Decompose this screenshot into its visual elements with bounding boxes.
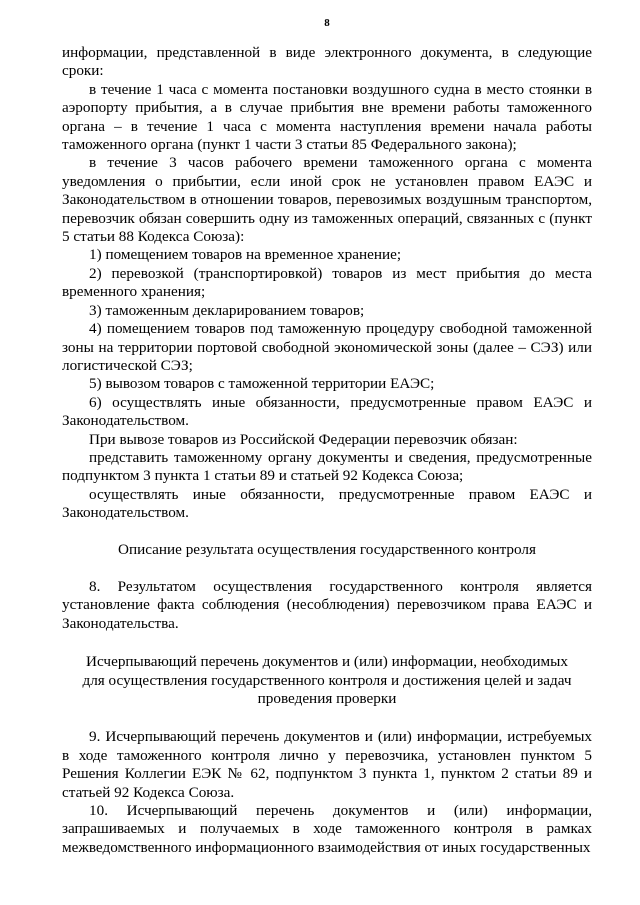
paragraph-10: 10. Исчерпывающий перечень документов и (или) информации, запрашиваемых и получаемых в ходе таможенного контроля в рамках межведомственного информационного взаимодействия от иных государственных — [62, 802, 592, 856]
paragraph-9: 9. Исчерпывающий перечень документов и (или) информации, истребуемых в ходе таможенного контроля лично у перевозчика, установлен пунктом 5 Решения Коллегии ЕЭК № 62, подпунктом 3 пункта 1, пунктом 2 статьи 89 и статьей 92 Кодекса Союза. — [62, 728, 592, 801]
list-item-1: 1) помещением товаров на временное хранение; — [89, 246, 402, 264]
paragraph-8: 8. Результатом осуществления государственного контроля является установление факта соблюдения (несоблюдения) перевозчиком права ЕАЭС и Законодательства. — [62, 577, 592, 632]
list-item-3: 3) таможенным декларированием товаров; — [89, 301, 365, 319]
spacer — [62, 559, 592, 578]
page-number: 8 — [324, 17, 330, 29]
list-item-5: 5) вывозом товаров с таможенной территории ЕАЭС; — [89, 375, 435, 393]
paragraph-continuation: информации, представленной в виде электронного документа, в следующие сроки: — [62, 44, 592, 80]
paragraph-export-intro: При вывозе товаров из Российской Федерации перевозчик обязан: — [89, 430, 518, 448]
paragraph-deadline-3-hours: в течение 3 часов рабочего времени таможенного органа с момента уведомления о прибытии, если иной срок не установлен правом ЕАЭС и Законодательством в отношении товаров, перевозимых воздушным транспортом, перевозчик обязан совершить одну из таможенных операций, связанных с (пункт 5 статьи 88 Кодекса Союза): — [62, 154, 592, 246]
paragraph-export-documents: представить таможенному органу документы и сведения, предусмотренные подпунктом 3 пункта 1 статьи 89 и статьей 92 Кодекса Союза; — [62, 448, 592, 485]
spacer — [62, 708, 592, 728]
spacer — [62, 523, 592, 541]
section-heading-documents — [62, 653, 592, 708]
list-item-6: 6) осуществлять иные обязанности, предусмотренные правом ЕАЭС и Законодательством. — [62, 393, 592, 430]
list-item-4: 4) помещением товаров под таможенную процедуру свободной таможенной зоны на территории портовой свободной экономической зоны (далее – СЭЗ) или логистической СЭЗ; — [62, 320, 592, 374]
section-heading-documents-line-1: Исчерпывающий перечень документов и (или) информации, необходимых — [86, 653, 568, 671]
spacer — [62, 633, 592, 653]
section-heading-documents-line-3: проведения проверки — [257, 690, 397, 707]
section-heading-result: Описание результата осуществления государственного контроля — [118, 540, 536, 558]
paragraph-deadline-1-hour: в течение 1 часа с момента постановки воздушного судна в место стоянки в аэропорту прибытия, а в случае прибытия вне времени работы таможенного органа – в течение 1 часа с момента наступления времени начала работы таможенного органа (пункт 1 части 3 статьи 85 Федерального закона); — [62, 80, 592, 154]
paragraph-export-obligations: осуществлять иные обязанности, предусмотренные правом ЕАЭС и Законодательством. — [62, 485, 592, 522]
list-item-2: 2) перевозкой (транспортировкой) товаров из мест прибытия до места временного хранения; — [62, 264, 592, 301]
section-heading-documents-line-2: для осуществления государственного контроля и достижения целей и задач — [82, 671, 572, 689]
